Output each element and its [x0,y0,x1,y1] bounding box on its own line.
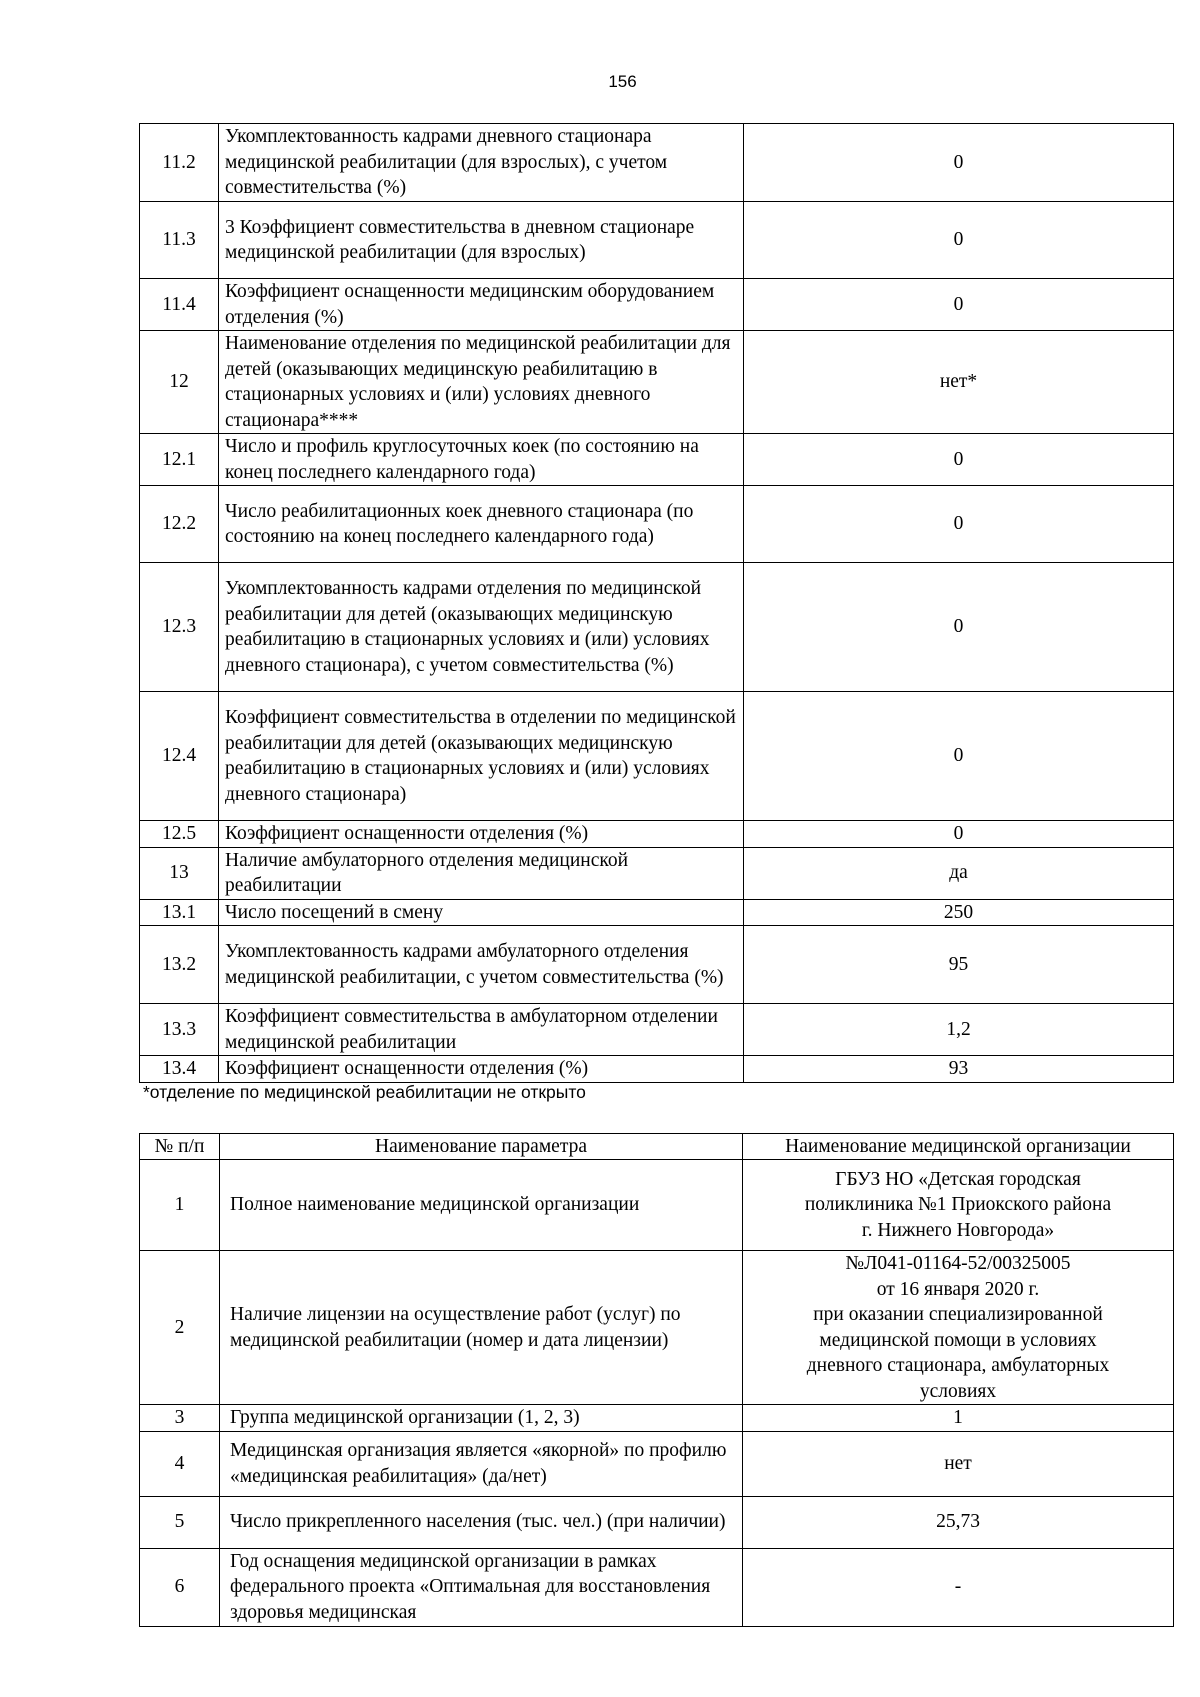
parameter-value [743,1496,1174,1548]
parameter-value [743,1548,1174,1626]
table-row [140,1405,1174,1432]
parameter-value: 250 [744,899,1174,926]
parameter-value: 93 [744,1056,1174,1083]
parameter-value: 0 [744,486,1174,563]
value-line: поликлиника №1 Приокского района [804,1194,1112,1216]
row-number: 6 [140,1548,220,1626]
parameter-name: Коэффициент совместительства в отделении по медицинской реабилитации для детей (оказывающих медицинскую реабилитацию в стационарных условиях и (или) условиях дневного стационара) [219,692,744,821]
parameter-name: Полное наименование медицинской организации [220,1160,743,1251]
row-number: 1 [140,1160,220,1251]
parameter-name: Укомплектованность кадрами дневного стационара медицинской реабилитации (для взрослых), с учетом совместительства (%) [219,124,744,202]
table-row [140,279,1174,331]
value-line: медицинской помощи в условиях [819,1329,1097,1351]
value-line: 1 [953,1407,963,1428]
row-number: 12.1 [140,434,219,486]
table-row [140,692,1174,821]
table-row [140,1496,1174,1548]
table-row [140,1004,1174,1056]
row-number: 4 [140,1431,220,1496]
table-row [140,821,1174,848]
rehab-parameters-table [139,123,1174,1083]
table-row [140,1160,1174,1251]
row-number: 13.1 [140,899,219,926]
parameter-value: 95 [744,926,1174,1004]
table-row [140,1548,1174,1626]
parameter-name: Число прикрепленного населения (тыс. чел.) (при наличии) [220,1496,743,1548]
parameter-value: 0 [744,821,1174,848]
footnote: *отделение по медицинской реабилитации не открыто [143,1082,586,1102]
page-number: 156 [608,72,637,91]
row-number: 13 [140,847,219,899]
parameter-value: 0 [744,279,1174,331]
row-number: 12 [140,331,219,434]
table-row [140,486,1174,563]
row-number: 12.3 [140,563,219,692]
parameter-value: 0 [744,563,1174,692]
parameter-value: 0 [744,124,1174,202]
row-number: 13.2 [140,926,219,1004]
parameter-value [743,1160,1174,1251]
parameter-value [743,1251,1174,1405]
row-number: 2 [140,1251,220,1405]
value-line: условиях [919,1380,997,1402]
table-row [140,331,1174,434]
table-row [140,926,1174,1004]
parameter-name: 3 Коэффициент совместительства в дневном стационаре медицинской реабилитации (для взрослых) [219,202,744,279]
parameter-name: Коэффициент оснащенности медицинским оборудованием отделения (%) [219,279,744,331]
parameter-value: 1,2 [744,1004,1174,1056]
value-line: г. Нижнего Новгорода» [861,1219,1055,1241]
table-row [140,847,1174,899]
row-number: 13.4 [140,1056,219,1083]
organization-info-table [139,1133,1174,1627]
parameter-name: Число и профиль круглосуточных коек (по состоянию на конец последнего календарного года) [219,434,744,486]
parameter-value [743,1405,1174,1432]
parameter-name: Коэффициент оснащенности отделения (%) [219,821,744,848]
table-row [140,202,1174,279]
value-line: дневного стационара, амбулаторных [806,1355,1110,1376]
value-line: №Л041-01164-52/00325005 [845,1253,1071,1274]
row-number: 11.2 [140,124,219,202]
parameter-value: нет* [744,331,1174,434]
parameter-name: Год оснащения медицинской организации в рамках федерального проекта «Оптимальная для восстановления здоровья медицинская [220,1548,743,1626]
row-number: 5 [140,1496,220,1548]
row-number: 12.5 [140,821,219,848]
parameter-value: 0 [744,692,1174,821]
row-number: 13.3 [140,1004,219,1056]
parameter-name: Число посещений в смену [219,899,744,926]
parameter-value: 0 [744,434,1174,486]
parameter-value: 0 [744,202,1174,279]
table-row [140,1431,1174,1496]
parameter-value [743,1431,1174,1496]
table-row [140,563,1174,692]
value-line: при оказании специализированной [813,1304,1103,1325]
table-row [140,899,1174,926]
column-header-parameter: Наименование параметра [220,1134,743,1160]
parameter-name: Укомплектованность кадрами амбулаторного отделения медицинской реабилитации, с учетом совместительства (%) [219,926,744,1004]
parameter-name: Коэффициент совместительства в амбулаторном отделении медицинской реабилитации [219,1004,744,1056]
parameter-value: да [744,847,1174,899]
row-number: 3 [140,1405,220,1432]
table-row [140,434,1174,486]
row-number: 11.4 [140,279,219,331]
value-line: от 16 января 2020 г. [876,1278,1040,1300]
value-line: ГБУЗ НО «Детская городская [835,1168,1081,1190]
column-header-organization: Наименование медицинской организации [743,1134,1174,1160]
parameter-name: Наличие лицензии на осуществление работ (услуг) по медицинской реабилитации (номер и дата лицензии) [220,1251,743,1405]
row-number: 12.2 [140,486,219,563]
parameter-name: Медицинская организация является «якорной» по профилю «медицинская реабилитация» (да/нет) [220,1431,743,1496]
value-line: - [954,1576,962,1598]
table-row [140,1251,1174,1405]
parameter-name: Число реабилитационных коек дневного стационара (по состоянию на конец последнего календарного года) [219,486,744,563]
parameter-name: Группа медицинской организации (1, 2, 3) [220,1405,743,1432]
parameter-name: Укомплектованность кадрами отделения по медицинской реабилитации для детей (оказывающих медицинскую реабилитацию в стационарных условиях и (или) условиях дневного стационара), с учетом совместительства (%) [219,563,744,692]
value-line: 25,73 [936,1511,980,1533]
row-number: 11.3 [140,202,219,279]
table-header-row [140,1134,1174,1160]
parameter-name: Наличие амбулаторного отделения медицинской реабилитации [219,847,744,899]
parameter-name: Коэффициент оснащенности отделения (%) [219,1056,744,1083]
value-line: нет [944,1452,972,1474]
table-row [140,124,1174,202]
table-row [140,1056,1174,1083]
parameter-name: Наименование отделения по медицинской реабилитации для детей (оказывающих медицинскую реабилитацию в стационарных условиях и (или) условиях дневного стационара**** [219,331,744,434]
column-header-number: № п/п [140,1134,220,1160]
row-number: 12.4 [140,692,219,821]
